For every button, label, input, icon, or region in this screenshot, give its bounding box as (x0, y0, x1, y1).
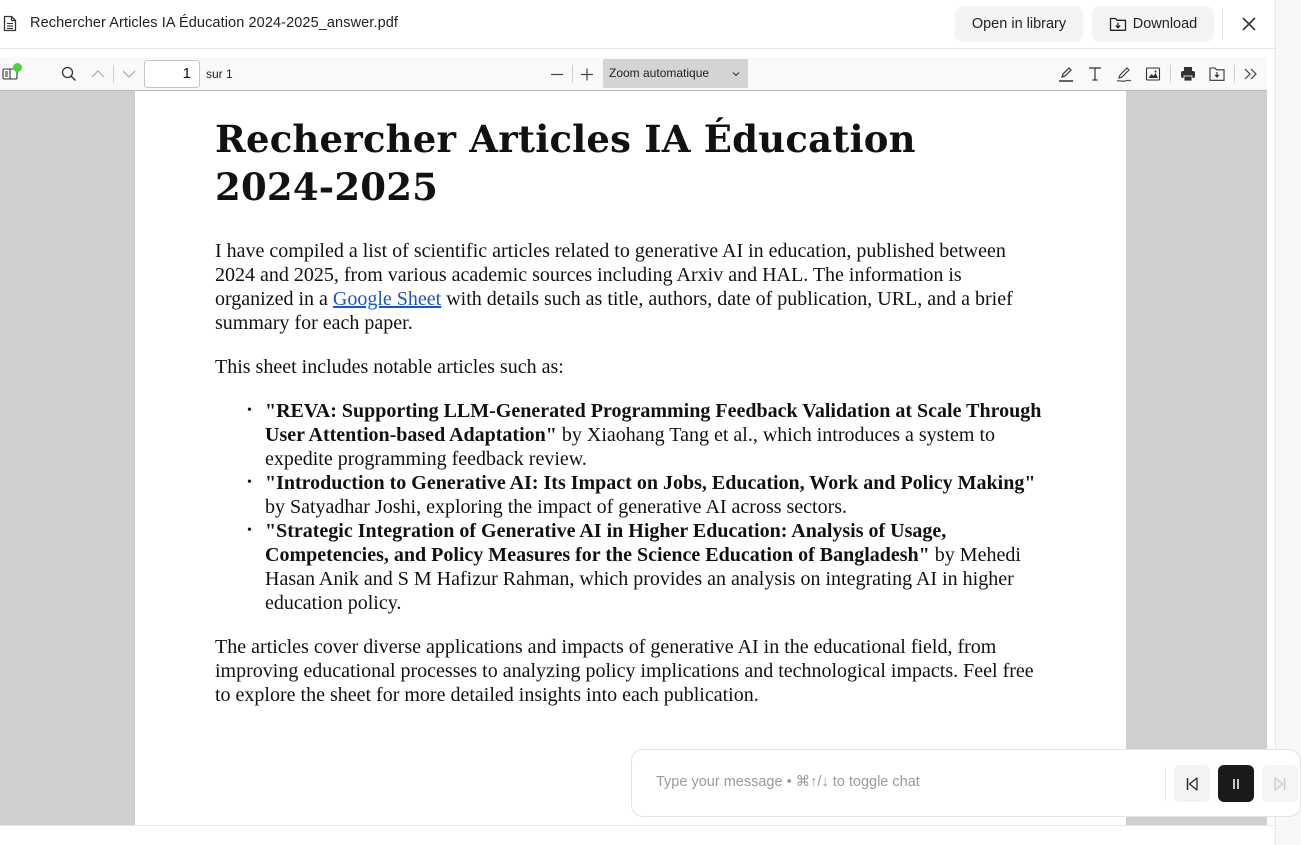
google-sheet-link[interactable]: Google Sheet (332, 288, 442, 310)
toolbar-divider (113, 65, 114, 83)
skip-forward-icon (1272, 776, 1288, 792)
chevron-up-icon[interactable] (89, 65, 107, 83)
article-title: "Strategic Integration of Generative AI in Higher Education: Analysis of Usage, Competencies, and Policy Measures for the Science Education of Bangladesh" (265, 520, 947, 566)
toolbar-divider (572, 65, 573, 83)
intro-text-after-link: with details such as title, authors, date of publication, URL, and a brief summary for each paper. (215, 288, 1013, 334)
intro-text-before-link: I have compiled a list of scientific articles related to generative AI in education, published between 2024 and 2025, from various academic sources including Arxiv and HAL. The information is organized in a (215, 240, 1006, 310)
pdf-page (135, 91, 1126, 825)
document-heading: Rechercher Articles IA Éducation 2024-2025 (215, 117, 916, 209)
sidebar-toggle-button[interactable] (2, 66, 20, 84)
viewer-header (0, 0, 1275, 49)
article-description: by Satyadhar Joshi, exploring the impact of generative AI across sectors. (265, 496, 848, 518)
chevron-down-icon[interactable] (120, 65, 138, 83)
print-icon[interactable] (1179, 65, 1197, 83)
conclusion-paragraph: The articles cover diverse applications and impacts of generative AI in the educational field, from improving educational processes to analyzing policy implications and technological impacts. Feel free to explore the sheet for more detailed insights into each publication. (215, 636, 1034, 706)
right-gutter (1275, 0, 1301, 845)
open-in-library-label: Open in library (971, 16, 1067, 32)
text-icon[interactable] (1086, 65, 1104, 83)
chevron-down-icon (732, 70, 740, 78)
download-button[interactable] (1092, 6, 1214, 42)
chat-bar (631, 749, 1301, 817)
document-icon (3, 15, 17, 32)
pdf-toolbar (0, 57, 1267, 91)
skip-back-button[interactable] (1174, 765, 1210, 802)
page-number-input[interactable]: 1 (144, 60, 200, 88)
intro-paragraph (215, 239, 1045, 335)
article-description: by Mehedi Hasan Anik and S M Hafizur Rahman, which provides an analysis on integrating AI in higher education policy. (265, 544, 1021, 614)
document-content (215, 115, 1045, 707)
save-icon[interactable] (1208, 65, 1226, 83)
article-title: "REVA: Supporting LLM-Generated Programming Feedback Validation at Scale Through User Attention-based Adaptation" (265, 400, 1042, 446)
chat-input[interactable]: Type your message • ⌘↑/↓ to toggle chat (656, 774, 920, 790)
open-in-library-button[interactable] (955, 6, 1083, 42)
list-item (265, 399, 1045, 471)
page-count: sur 1 (206, 67, 233, 81)
chat-divider (1165, 767, 1166, 801)
zoom-select[interactable] (603, 59, 748, 88)
search-icon[interactable] (60, 65, 78, 83)
bottom-strip (0, 825, 1275, 845)
pause-icon (1229, 777, 1243, 791)
pause-button[interactable] (1218, 765, 1254, 802)
status-dot (13, 63, 22, 72)
highlight-icon[interactable] (1057, 65, 1075, 83)
folder-download-icon (1109, 16, 1127, 32)
article-title: "Introduction to Generative AI: Its Impact on Jobs, Education, Work and Policy Making" (265, 472, 1036, 494)
draw-icon[interactable] (1115, 65, 1133, 83)
list-item (265, 471, 1045, 519)
more-tools-icon[interactable] (1242, 65, 1260, 83)
article-description: by Xiaohang Tang et al., which introduces a system to expedite programming feedback review. (265, 424, 996, 470)
image-icon[interactable] (1144, 65, 1162, 83)
minus-icon[interactable] (548, 65, 566, 83)
article-list (215, 399, 1045, 615)
toolbar-divider (1234, 65, 1235, 83)
pdf-viewer[interactable] (0, 91, 1267, 825)
list-item (265, 519, 1045, 615)
list-intro: This sheet includes notable articles such as: (215, 356, 564, 378)
file-title: Rechercher Articles IA Éducation 2024-2025_answer.pdf (30, 15, 399, 31)
plus-icon[interactable] (578, 65, 596, 83)
download-label: Download (1132, 16, 1198, 32)
skip-back-icon (1184, 776, 1200, 792)
skip-forward-button[interactable] (1262, 765, 1298, 802)
zoom-value: Zoom automatique (609, 66, 710, 80)
toolbar-divider (1170, 65, 1171, 83)
header-divider (1222, 8, 1223, 40)
close-icon[interactable] (1238, 13, 1260, 35)
